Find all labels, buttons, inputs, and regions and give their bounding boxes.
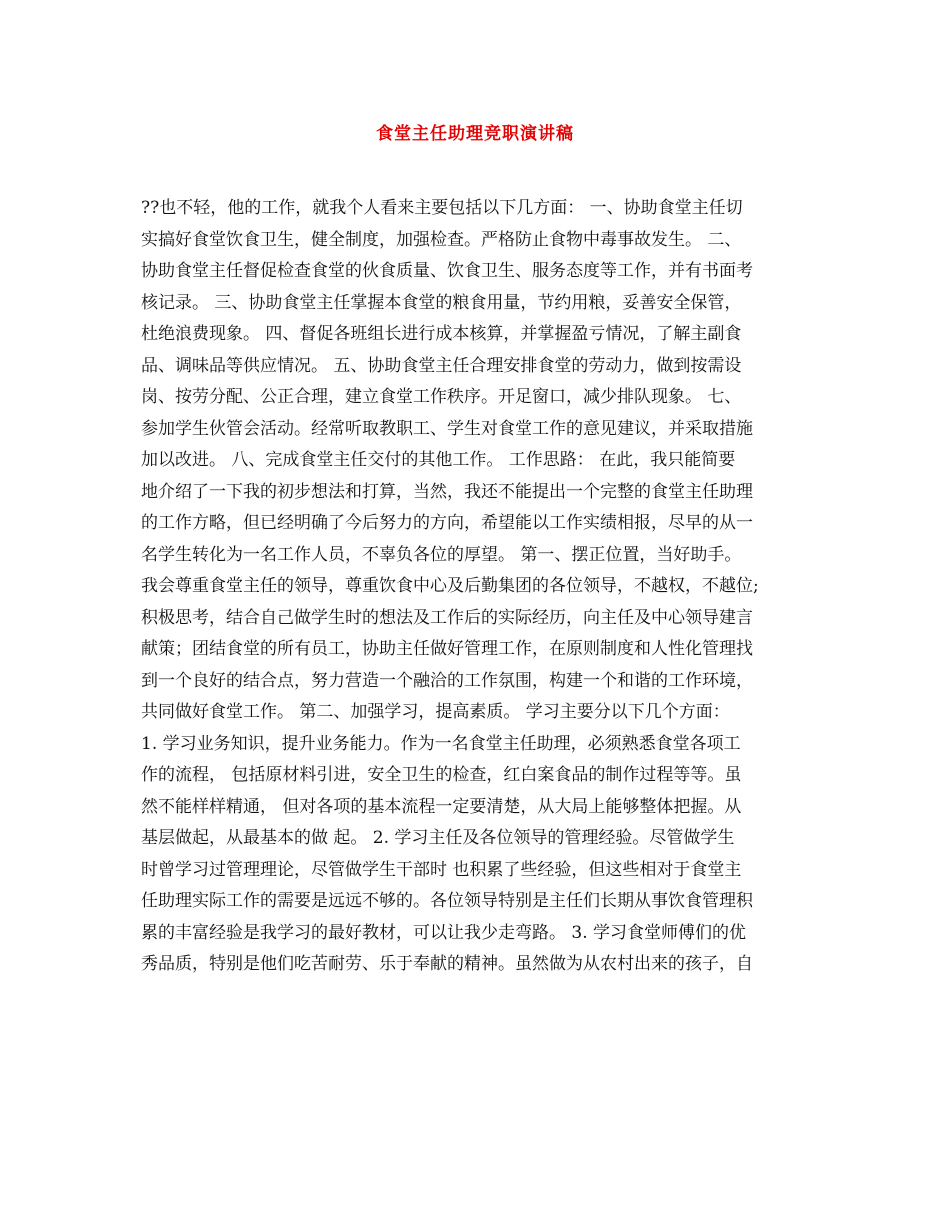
body-line: 基层做起，从最基本的做 起。 2. 学习主任及各位领导的管理经验。尽管做学生 xyxy=(141,828,735,848)
body-line: 积极思考，结合自己做学生时的想法及工作后的实际经历，向主任及中心领导建言 xyxy=(141,607,753,628)
body-line: 作的流程， 包括原材料引进，安全卫生的检查，红白案食品的制作过程等等。虽 xyxy=(141,765,742,785)
body-line: 1. 学习业务知识，提升业务能力。作为一名食堂主任助理，必须熟悉食堂各项工 xyxy=(141,733,741,754)
body-line: 地介绍了一下我的初步想法和打算，当然，我还不能提出一个完整的食堂主任助理 xyxy=(141,481,753,502)
body-line: 实搞好食堂饮食卫生，健全制度，加强检查。严格防止食物中毒事故发生。 二、 xyxy=(141,229,742,250)
body-line: 时曾学习过管理理论，尽管做学生干部时 也积累了些经验，但这些相对于食堂主 xyxy=(141,859,742,880)
body-line: 名学生转化为一名工作人员，不辜负各位的厚望。 第一、摆正位置，当好助手。 xyxy=(141,544,742,565)
body-line: 核记录。 三、协助食堂主任掌握本食堂的粮食用量，节约用粮，妥善安全保管， xyxy=(141,292,742,313)
document-body xyxy=(141,193,813,981)
body-line: 到一个良好的结合点，努力营造一个融洽的工作氛围，构建一个和谐的工作环境， xyxy=(141,670,753,691)
body-line: 献策；团结食堂的所有员工，协助主任做好管理工作，在原则制度和人性化管理找 xyxy=(141,639,753,659)
body-line: 加以改进。 八、完成食堂主任交付的其他工作。 工作思路： 在此，我只能简要 xyxy=(141,450,736,470)
body-line: 任助理实际工作的需要是远远不够的。各位领导特别是主任们长期从事饮食管理积 xyxy=(141,891,753,911)
body-line: 然不能样样精通， 但对各项的基本流程一定要清楚，从大局上能够整体把握。从 xyxy=(141,796,742,817)
body-line: 杜绝浪费现象。 四、督促各班组长进行成本核算，并掌握盈亏情况，了解主副食 xyxy=(141,324,742,344)
body-line: 协助食堂主任督促检查食堂的伙食质量、饮食卫生、服务态度等工作，并有书面考 xyxy=(141,261,753,281)
body-line: 累的丰富经验是我学习的最好教材，可以让我少走弯路。 3. 学习食堂师傅们的优 xyxy=(141,922,747,943)
body-line: ??也不轻，他的工作，就我个人看来主要包括以下几方面： 一、协助食堂主任切 xyxy=(141,198,743,218)
body-line: 岗、按劳分配、公正合理，建立食堂工作秩序。开足窗口，减少排队现象。 七、 xyxy=(141,387,742,407)
body-line: 秀品质，特别是他们吃苦耐劳、乐于奉献的精神。虽然做为从农村出来的孩子，自 xyxy=(141,954,753,974)
body-line: 的工作方略，但已经明确了今后努力的方向，希望能以工作实绩相报，尽早的从一 xyxy=(141,513,753,533)
body-line: 我会尊重食堂主任的领导，尊重饮食中心及后勤集团的各位领导，不越权，不越位; xyxy=(141,576,759,596)
document-title: 食堂主任助理竞职演讲稿 xyxy=(376,124,574,144)
body-line: 共同做好食堂工作。 第二、加强学习，提高素质。 学习主要分以下几个方面： xyxy=(141,702,730,722)
body-line: 参加学生伙管会活动。经常听取教职工、学生对食堂工作的意见建议，并采取措施 xyxy=(141,418,753,439)
body-line: 品、调味品等供应情况。 五、协助食堂主任合理安排食堂的劳动力，做到按需设 xyxy=(141,355,742,376)
